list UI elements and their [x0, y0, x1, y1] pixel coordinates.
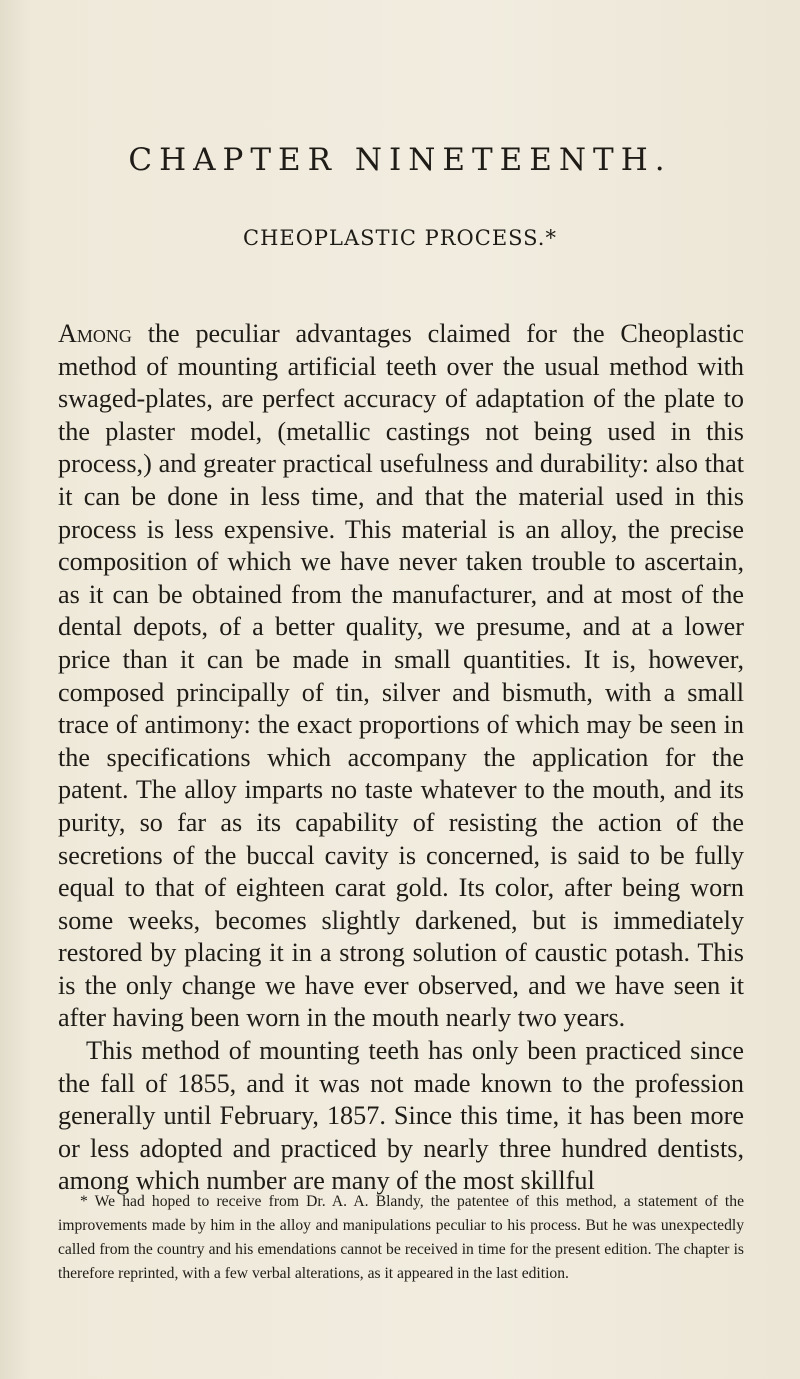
- paragraph-2: This method of mounting teeth has only been practiced since the fall of 1855, and it was not made known to the profession generally until February, 1857. Since this time, it has been more or less adopted and practiced by nearly three hundred dentists, among which number are many of the most skillful: [58, 1036, 744, 1196]
- chapter-heading: CHAPTER NINETEENTH.: [128, 142, 672, 178]
- section-title: CHEOPLASTIC PROCESS.*: [243, 226, 557, 250]
- paragraph-1: [58, 318, 744, 1035]
- paragraph-1-text: the peculiar advantages claimed for the Cheoplastic method of mounting artificial teeth over the usual method with swaged-plates, are perfect accuracy of adaptation of the plate to the plaster model, (metallic castings not being used in this process,) and greater practical usefulness and durability: also that it can be done in less time, and that the material used in this process is less expensive. This material is an alloy, the precise composition of which we have never taken trouble to ascertain, as it can be obtained from the manufacturer, and at most of the dental depots, of a better quality, we presume, and at a lower price than it can be made in small quantities. It is, however, composed principally of tin, silver and bismuth, with a small trace of antimony: the exact proportions of which may be seen in the specifications which accompany the application for the patent. The alloy imparts no taste whatever to the mouth, and its purity, so far as its capability of resisting the action of the secretions of the buccal cavity is concerned, is said to be fully equal to that of eighteen carat gold. Its color, after being worn some weeks, becomes slightly darkened, but is immediately restored by placing it in a strong solution of caustic potash. This is the only change we have ever observed, and we have seen it after having been worn in the mouth nearly two years.: [58, 319, 744, 1033]
- body-text: [58, 318, 744, 1198]
- footnote: * We had hoped to receive from Dr. A. A. Blandy, the patentee of this method, a statement of the improvements made by him in the alloy and manipulations peculiar to his process. But he was unexpectedly called from the country and his emendations cannot be received in time for the present edition. The chapter is therefore reprinted, with a few verbal alterations, as it appeared in the last edition.: [58, 1193, 744, 1282]
- paragraph-lead-word: Among: [58, 319, 132, 348]
